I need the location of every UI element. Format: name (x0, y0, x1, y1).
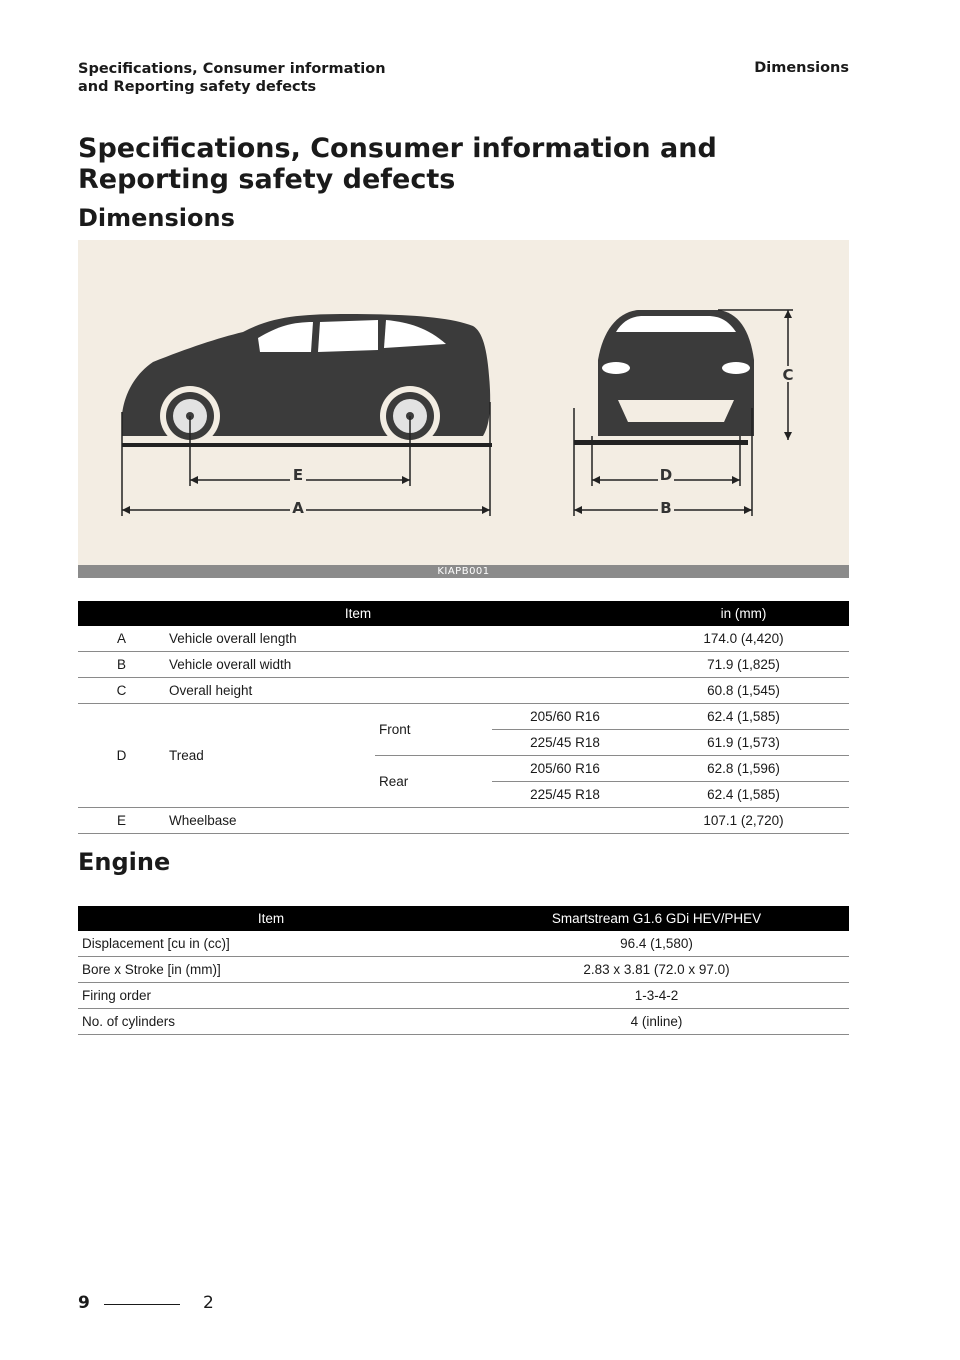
tire-size: 205/60 R16 (492, 704, 638, 730)
running-header-section (78, 60, 386, 96)
vehicle-dimensions-illustration (78, 240, 849, 578)
row-code: D (78, 704, 165, 808)
footer-divider (104, 1304, 180, 1305)
row-item: Tread (165, 704, 375, 808)
table-row (78, 678, 849, 704)
running-header-line2: and Reporting safety defects (78, 79, 317, 95)
label-a: A (292, 499, 304, 517)
page-title: Specifications, Consumer information and Reporting safety defects (78, 133, 717, 195)
label-d: D (659, 466, 673, 484)
row-value: 2.83 x 3.81 (72.0 x 97.0) (464, 957, 849, 983)
row-value: 62.4 (1,585) (638, 704, 849, 730)
table-row (78, 931, 849, 957)
dimensions-table-header (78, 601, 849, 626)
col-item-header: Item (78, 906, 464, 931)
col-value-header: in (mm) (638, 601, 849, 626)
row-item: Displacement [cu in (cc)] (78, 931, 464, 957)
dimensions-table (78, 601, 849, 834)
row-value: 4 (inline) (464, 1009, 849, 1035)
row-code: E (78, 808, 165, 834)
row-code: C (78, 678, 165, 704)
label-b: B (660, 499, 672, 517)
row-value: 60.8 (1,545) (638, 678, 849, 704)
table-row (78, 983, 849, 1009)
table-row (78, 1009, 849, 1035)
row-value: 61.9 (1,573) (638, 730, 849, 756)
engine-table (78, 906, 849, 1035)
engine-table-header (78, 906, 849, 931)
car-side-view (122, 314, 492, 447)
table-row (78, 808, 849, 834)
row-item: Vehicle overall length (165, 626, 638, 652)
tire-size: 225/45 R18 (492, 730, 638, 756)
row-item: Wheelbase (165, 808, 638, 834)
page-number: 2 (203, 1293, 214, 1313)
col-value-header: Smartstream G1.6 GDi HEV/PHEV (464, 906, 849, 931)
row-value: 62.8 (1,596) (638, 756, 849, 782)
row-value: 71.9 (1,825) (638, 652, 849, 678)
row-item: Overall height (165, 678, 638, 704)
running-header-topic: Dimensions (754, 60, 849, 76)
engine-heading: Engine (78, 848, 171, 876)
row-code: B (78, 652, 165, 678)
label-c: C (782, 366, 794, 384)
row-value: 62.4 (1,585) (638, 782, 849, 808)
row-item: No. of cylinders (78, 1009, 464, 1035)
running-header-line1: Specifications, Consumer information (78, 61, 386, 77)
label-e: E (292, 466, 304, 484)
tread-front-label: Front (375, 704, 492, 756)
row-item: Firing order (78, 983, 464, 1009)
col-item-header: Item (78, 601, 638, 626)
car-front-view (574, 310, 754, 445)
table-row (78, 626, 849, 652)
chapter-number: 9 (78, 1293, 90, 1313)
row-value: 1-3-4-2 (464, 983, 849, 1009)
tire-size: 205/60 R16 (492, 756, 638, 782)
table-row (78, 957, 849, 983)
row-value: 107.1 (2,720) (638, 808, 849, 834)
row-item: Vehicle overall width (165, 652, 638, 678)
row-item: Bore x Stroke [in (mm)] (78, 957, 464, 983)
tire-size: 225/45 R18 (492, 782, 638, 808)
row-code: A (78, 626, 165, 652)
dimensions-heading: Dimensions (78, 204, 235, 232)
table-row (78, 652, 849, 678)
vehicle-dimensions-figure (78, 240, 849, 578)
figure-caption: KIAPB001 (78, 565, 849, 578)
table-row (78, 704, 849, 730)
row-value: 174.0 (4,420) (638, 626, 849, 652)
row-value: 96.4 (1,580) (464, 931, 849, 957)
tread-rear-label: Rear (375, 756, 492, 808)
